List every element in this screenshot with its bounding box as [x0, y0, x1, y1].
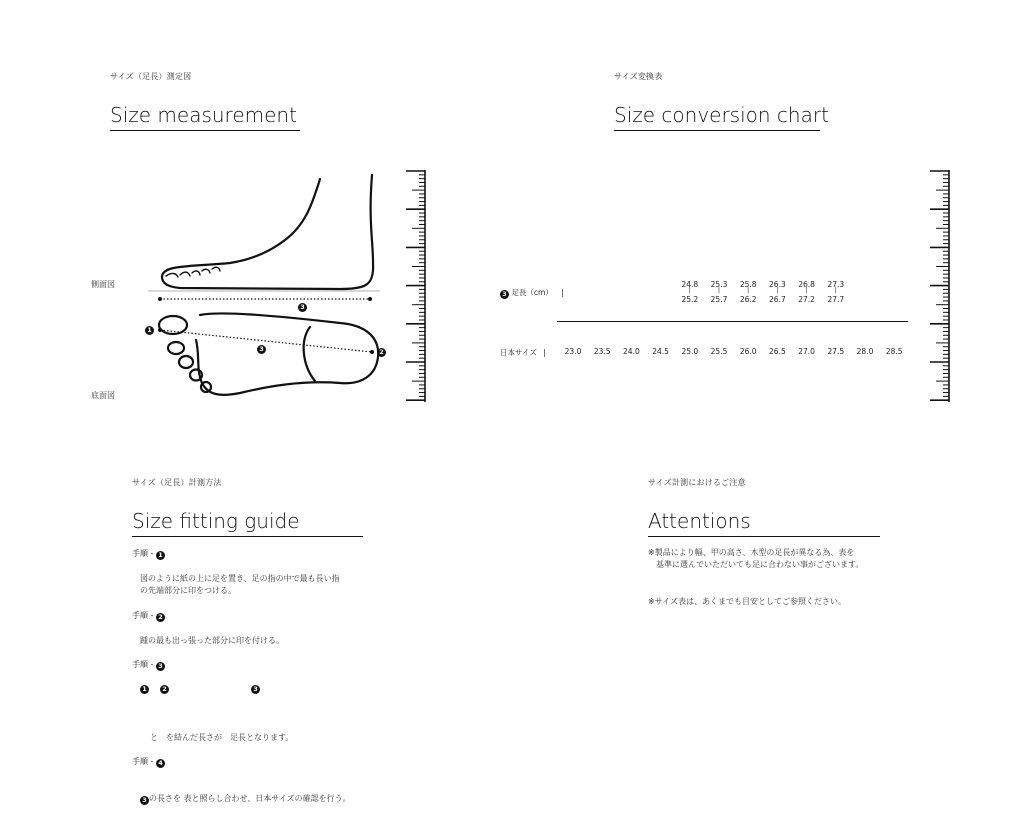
- foot-range-separator: |: [776, 287, 779, 294]
- foot-range-upper: 27.3: [827, 280, 845, 289]
- foot-length-label: 足長（cm）: [511, 288, 553, 297]
- fitting-steps: [132, 548, 412, 805]
- foot-range-upper: 24.8: [681, 280, 699, 289]
- side-view-label: 側面図: [91, 280, 115, 289]
- japan-size-label: 日本サイズ: [500, 348, 537, 357]
- foot-length-row-label: 3 足長（cm） |: [500, 287, 564, 299]
- marker-3-side: 3: [298, 303, 307, 312]
- japan-size-value: 26.5: [769, 347, 786, 356]
- step-1-text: 図のように紙の上に足を置き、足の指の中で最も長い指 の先端部分に印をつける。: [140, 574, 340, 595]
- fitting-title: Size fitting guide: [132, 509, 363, 537]
- foot-illustration: [140, 165, 400, 405]
- foot-range-separator: |: [805, 287, 808, 294]
- step-4: [132, 756, 412, 805]
- foot-range-upper: 26.3: [769, 280, 786, 289]
- japan-size-value: 28.0: [856, 347, 874, 356]
- ruler-measurement: [406, 170, 426, 402]
- conversion-title: Size conversion chart: [614, 103, 820, 131]
- japan-size-value: 25.0: [681, 347, 699, 356]
- foot-range-upper: 26.8: [798, 280, 815, 289]
- foot-range-separator: |: [717, 287, 721, 294]
- step-2: [132, 610, 412, 647]
- measurement-title: Size measurement: [110, 103, 300, 131]
- japan-size-row-label: 日本サイズ |: [500, 348, 546, 357]
- step-1-header: 手順 - 1: [132, 548, 412, 560]
- ruler-conversion: [930, 170, 950, 402]
- attentions-kicker: サイズ計測におけるご注意: [648, 478, 746, 487]
- table-divider: [557, 321, 908, 322]
- japan-size-value: 26.0: [739, 347, 757, 356]
- japan-size-value: 23.5: [593, 347, 611, 356]
- marker-3-sole: 3: [257, 345, 266, 354]
- marker-2: 2: [377, 348, 386, 357]
- step-3-header: 手順 - 3: [132, 659, 412, 671]
- step-2-header: 手順 - 2: [132, 610, 412, 622]
- step-4-text: 3 の長さを 表と照らし合わせ、日本サイズの確認を行う。: [140, 781, 412, 805]
- foot-range-upper: 25.8: [739, 280, 757, 289]
- foot-range-separator: |: [688, 287, 691, 294]
- step-3: [132, 659, 412, 744]
- foot-range-lower: 25.7: [710, 295, 728, 304]
- attention-note-2: ※サイズ表は、あくまでも目安としてご参照ください。: [648, 597, 847, 606]
- step-3-text: 1 2 3 と を結んだ長さが 足長となります。: [140, 684, 412, 744]
- measurement-kicker: サイズ（足長）測定図: [110, 72, 192, 81]
- foot-range-separator: |: [834, 287, 837, 294]
- foot-range-lower: 26.7: [769, 295, 786, 304]
- attention-note-1: ※製品により幅、甲の高さ、木型の足長が異なる為、表を 基準に選んでいただいても足に合わない事がございます。: [648, 548, 864, 569]
- foot-range-lower: 26.2: [739, 295, 757, 304]
- japan-size-value: 24.0: [623, 347, 640, 356]
- japan-size-value: 23.0: [564, 347, 582, 356]
- marker-3-table: 3: [500, 290, 509, 299]
- foot-range-lower: 27.2: [798, 295, 815, 304]
- sole-view-label: 底面図: [91, 391, 115, 400]
- japan-size-value: 27.0: [798, 347, 815, 356]
- marker-1: 1: [145, 326, 154, 335]
- foot-range-lower: 27.7: [827, 295, 845, 304]
- fitting-kicker: サイズ（足長）計測方法: [132, 478, 222, 487]
- step-4-header: 手順 - 4: [132, 756, 412, 768]
- foot-range-lower: 25.2: [681, 295, 699, 304]
- step-2-text: 踵の最も出っ張った部分に印を付ける。: [140, 636, 284, 645]
- foot-range-upper: 25.3: [710, 280, 728, 289]
- japan-size-value: 24.5: [652, 347, 669, 356]
- attentions-title: Attentions: [648, 509, 880, 537]
- sole-view-foot: [159, 313, 378, 394]
- foot-range-separator: |: [747, 287, 750, 294]
- conversion-kicker: サイズ変換表: [614, 72, 663, 81]
- japan-size-value: 25.5: [710, 347, 728, 356]
- japan-size-value: 27.5: [827, 347, 845, 356]
- side-view-foot: [162, 175, 373, 289]
- japan-size-value: 28.5: [885, 347, 903, 356]
- step-1: [132, 548, 412, 597]
